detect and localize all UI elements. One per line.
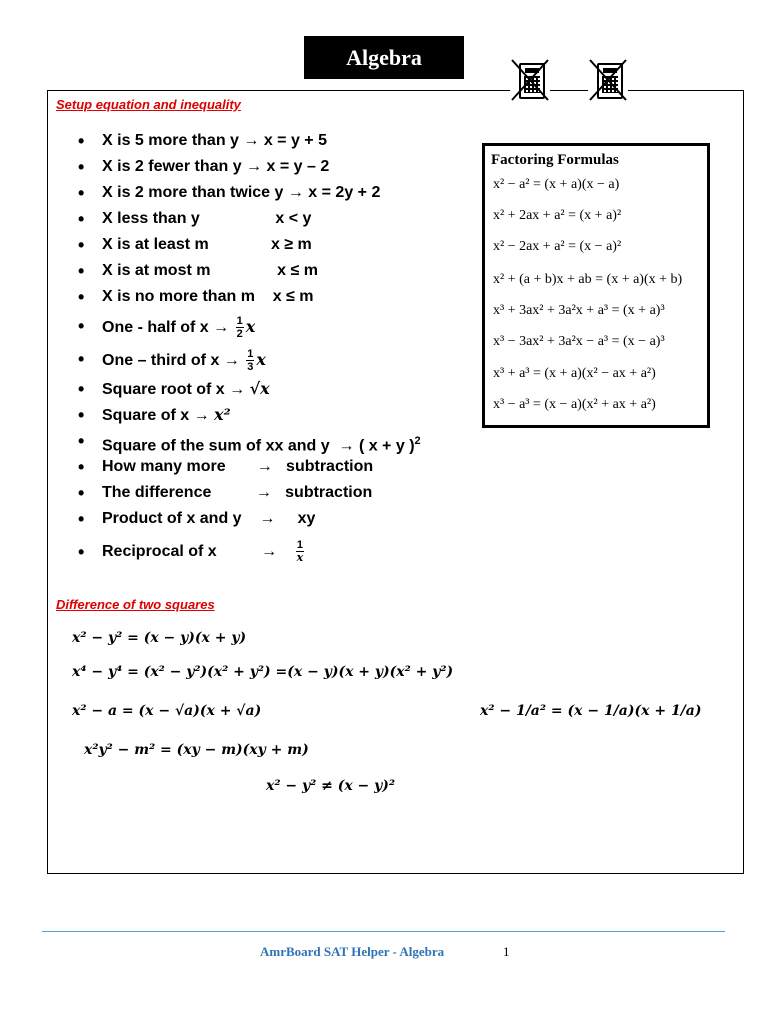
formula: x² + (a + b)x + ab = (x + a)(x + b) (493, 272, 683, 287)
list-item: • Square of x → x² (62, 402, 421, 428)
equation: x² − 1/a² = (x − 1/a)(x + 1/a) (480, 703, 702, 719)
factoring-formulas-box (482, 143, 710, 428)
calculator-crossed-icon (588, 58, 628, 102)
page-number: 1 (503, 944, 510, 959)
calculator-crossed-icon (510, 58, 550, 102)
list-item: • X is at most m x ≤ m (62, 258, 421, 284)
list-item: • X is 5 more than y → x = y + 5 (62, 128, 421, 154)
list-item: • X is 2 fewer than y → x = y – 2 (62, 154, 421, 180)
list-item: • X is no more than m x ≤ m (62, 284, 421, 310)
rules-list (62, 128, 421, 572)
list-item: • X is 2 more than twice y → x = 2y + 2 (62, 180, 421, 206)
list-item: • How many more → subtraction (62, 454, 421, 480)
formula: x³ + 3ax² + 3a²x + a³ = (x + a)³ (493, 303, 665, 318)
fraction: $\frac{1}{2}$ (236, 315, 243, 341)
footer-divider (42, 931, 725, 932)
formula: x² − a² = (x + a)(x − a) (493, 177, 620, 192)
fraction: $\frac{1}{3}$ (247, 348, 254, 374)
footer-text: AmrBoard SAT Helper - Algebra (260, 944, 445, 959)
list-item: • One – third of x → $\frac{1}{3}$ x (62, 343, 421, 376)
list-item: • Square root of x → √x (62, 376, 421, 402)
page-title: Algebra (304, 36, 464, 79)
equation: x² − y² = (x − y)(x + y) (72, 630, 247, 646)
difference-heading: Difference of two squares (56, 597, 215, 612)
list-item: • The difference → subtraction (62, 480, 421, 506)
equation: x⁴ − y⁴ = (x² − y²)(x² + y²) =(x − y)(x + y)(x² + y²) (72, 664, 454, 680)
list-item: • One - half of x → $\frac{1}{2}$ x (62, 310, 421, 343)
list-item: • Square of the sum of xx and y → ( x + y )$^2$ (62, 428, 421, 454)
formula: x² − 2ax + a² = (x − a)² (493, 239, 622, 254)
list-item: • X is at least m x ≥ m (62, 232, 421, 258)
formula: x³ − a³ = (x − a)(x² + ax + a²) (493, 397, 656, 412)
formula: x³ + a³ = (x + a)(x² − ax + a²) (493, 366, 656, 381)
setup-heading: Setup equation and inequality (56, 97, 241, 112)
formula: x² + 2ax + a² = (x + a)² (493, 208, 622, 223)
fraction: $\frac{1}{x}$ (296, 539, 304, 565)
list-item: • X less than y x < y (62, 206, 421, 232)
list-item: • Product of x and y → xy (62, 506, 421, 532)
equation: x² − y² ≠ (x − y)² (266, 778, 396, 794)
equation: x² − a = (x − √a)(x + √a) (72, 703, 262, 719)
list-item: • Reciprocal of x → $\frac{1}{x}$ (62, 532, 421, 572)
equation: x²y² − m² = (xy − m)(xy + m) (84, 742, 309, 758)
factoring-title: Factoring Formulas (491, 152, 619, 168)
formula: x³ − 3ax² + 3a²x − a³ = (x − a)³ (493, 334, 665, 349)
